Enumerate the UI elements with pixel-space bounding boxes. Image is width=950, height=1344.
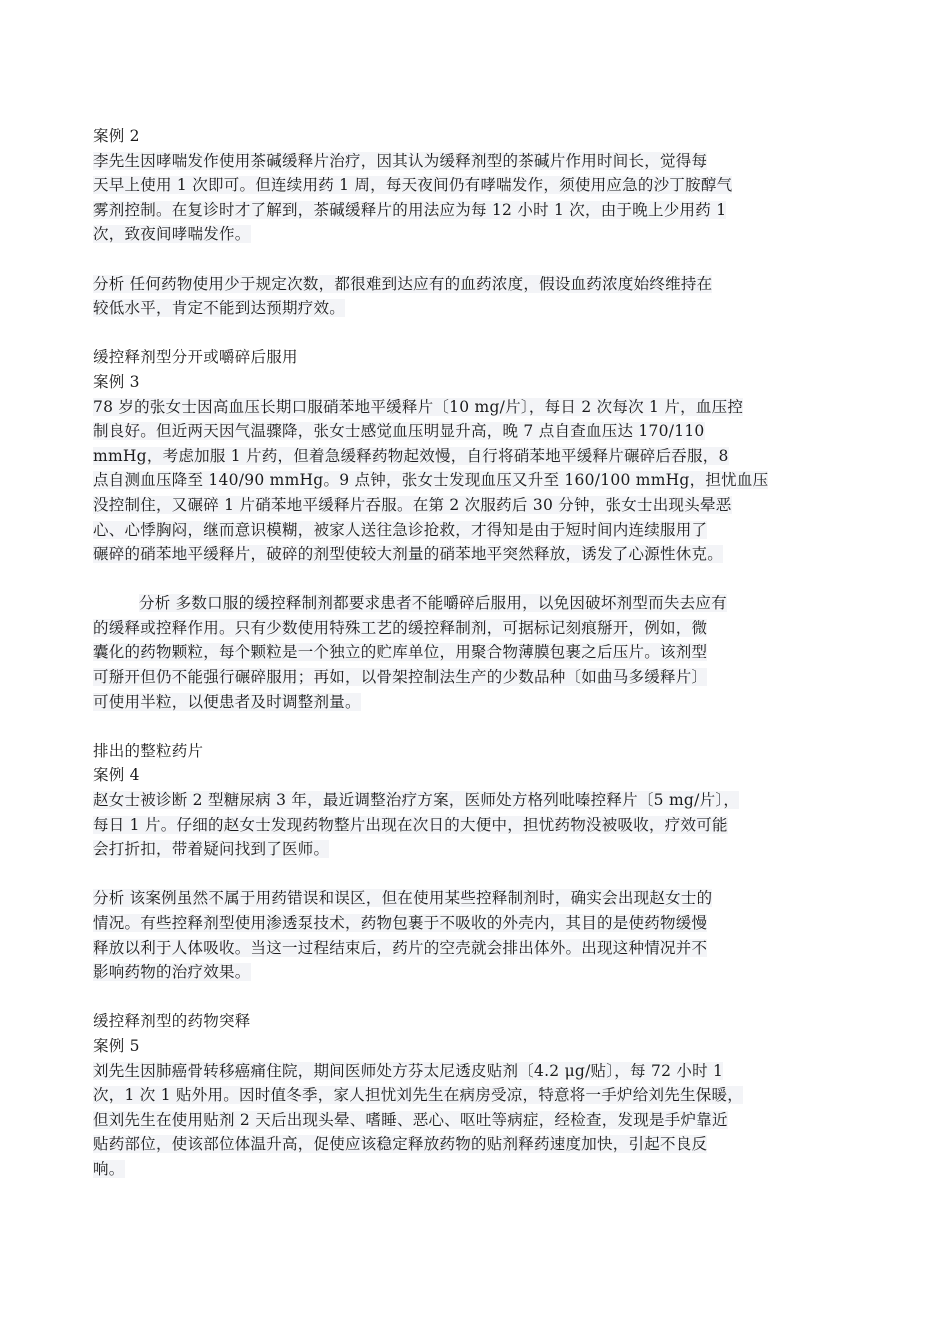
text-line: 天早上使用 1 次即可。但连续用药 1 周，每天夜间仍有哮喘发作，须使用应急的沙丁胺醇气 [93, 176, 733, 195]
text-line: 次，1 次 1 贴外用。因时值冬季，家人担忧刘先生在病房受凉，特意将一手炉给刘先生保暖， [93, 1086, 744, 1105]
case-3-analysis [93, 591, 860, 714]
text-line: 分析 多数口服的缓控释制剂都要求患者不能嚼碎后服用，以免因破坏剂型而失去应有 [139, 594, 727, 613]
section-3-heading [93, 345, 860, 394]
text-line: 每日 1 片。仔细的赵女士发现药物整片出现在次日的大便中，担忧药物没被吸收，疗效可能 [93, 815, 728, 834]
text-line: 可使用半粒，以便患者及时调整剂量。 [93, 692, 361, 711]
text-line: 78 岁的张女士因高血压长期口服硝苯地平缓释片〔10 mg/片〕，每日 2 次每次 1 片，血压控 [93, 397, 744, 416]
text-line: 雾剂控制。在复诊时才了解到，茶碱缓释片的用法应为每 12 小时 1 次，由于晚上少用药 1 [93, 200, 727, 219]
section-title: 缓控释剂型分开或嚼碎后服用 [93, 348, 298, 367]
case-5-heading: 案例 5 [93, 1036, 140, 1055]
text-line: 较低水平，肯定不能到达预期疗效。 [93, 299, 346, 318]
text-line: 案例 2 [93, 127, 140, 145]
text-line: 情况。有些控释剂型使用渗透泵技术，药物包裹于不吸收的外壳内，其目的是使药物缓慢 [93, 914, 708, 932]
text-line: 但刘先生在使用贴剂 2 天后出现头晕、嗜睡、恶心、呕吐等病症，经检查，发现是手炉靠近 [93, 1110, 728, 1129]
text-line: 制良好。但近两天因气温骤降，张女士感觉血压明显升高，晚 7 点自查血压达 170/110 [93, 422, 705, 441]
text-line: 次，致夜间哮喘发作。 [93, 225, 251, 244]
text-line: 李先生因哮喘发作使用茶碱缓释片治疗，因其认为缓释剂型的茶碱片作用时间长，觉得每 [93, 151, 708, 170]
section-title: 缓控释剂型的药物突释 [93, 1012, 251, 1031]
text-line: 会打折扣，带着疑问找到了医师。 [93, 840, 330, 859]
text-line: 赵女士被诊断 2 型糖尿病 3 年，最近调整治疗方案，医师处方格列吡嗪控释片〔5 mg/片〕， [93, 791, 740, 810]
text-line: 没控制住，又碾碎 1 片硝苯地平缓释片吞服。在第 2 次服药后 30 分钟，张女士出现头晕恶 [93, 495, 732, 514]
case-2-body [93, 149, 860, 247]
text-line: 可掰开但仍不能强行碾碎服用；再如，以骨架控制法生产的少数品种〔如曲马多缓释片〕 [93, 668, 708, 687]
section-4-heading [93, 739, 860, 788]
case-2-analysis [93, 272, 860, 321]
text-line: 分析 该案例虽然不属于用药错误和误区，但在使用某些控释制剂时，确实会出现赵女士的 [93, 889, 713, 908]
text-line: 释放以利于人体吸收。当这一过程结束后，药片的空壳就会排出体外。出现这种情况并不 [93, 938, 708, 957]
text-line: 分析 任何药物使用少于规定次数，都很难到达应有的血药浓度，假设血药浓度始终维持在 [93, 274, 713, 293]
text-line: 点自测血压降至 140/90 mmHg。9 点钟，张女士发现血压又升至 160/100 mmHg，担忧血压 [93, 471, 769, 490]
text-line: 囊化的药物颗粒，每个颗粒是一个独立的贮库单位，用聚合物薄膜包裹之后压片。该剂型 [93, 643, 708, 662]
text-line: 响。 [93, 1159, 125, 1178]
paragraph-gap [93, 247, 860, 272]
case-2-heading [93, 124, 860, 149]
text-line: 碾碎的硝苯地平缓释片，破碎的剂型使较大剂量的硝苯地平突然释放，诱发了心源性休克。 [93, 545, 724, 564]
paragraph-gap [93, 714, 860, 739]
paragraph-gap [93, 985, 860, 1010]
paragraph-gap [93, 567, 860, 592]
case-3-heading: 案例 3 [93, 372, 140, 391]
text-line: 影响药物的治疗效果。 [93, 963, 251, 982]
section-5-heading [93, 1009, 860, 1058]
case-5-body [93, 1059, 860, 1182]
text-line: 的缓释或控释作用。只有少数使用特殊工艺的缓控释制剂，可据标记刻痕掰开，例如，微 [93, 618, 708, 637]
text-line: 贴药部位，使该部位体温升高，促使应该稳定释放药物的贴剂释药速度加快，引起不良反 [93, 1135, 708, 1154]
text-line: 刘先生因肺癌骨转移癌痛住院，期间医师处方芬太尼透皮贴剂〔4.2 μg/贴〕，每 72 小时 1 [93, 1061, 724, 1080]
case-4-body [93, 788, 860, 862]
paragraph-gap [93, 321, 860, 346]
text-line: 心、心悸胸闷，继而意识模糊，被家人送往急诊抢救，才得知是由于短时间内连续服用了 [93, 520, 708, 539]
paragraph-gap [93, 862, 860, 887]
text-line: mmHg，考虑加服 1 片药，但着急缓释药物起效慢，自行将硝苯地平缓释片碾碎后吞服，8 [93, 446, 729, 465]
case-4-heading: 案例 4 [93, 766, 140, 785]
section-title: 排出的整粒药片 [93, 741, 204, 760]
case-4-analysis [93, 886, 860, 984]
case-3-body [93, 395, 860, 567]
